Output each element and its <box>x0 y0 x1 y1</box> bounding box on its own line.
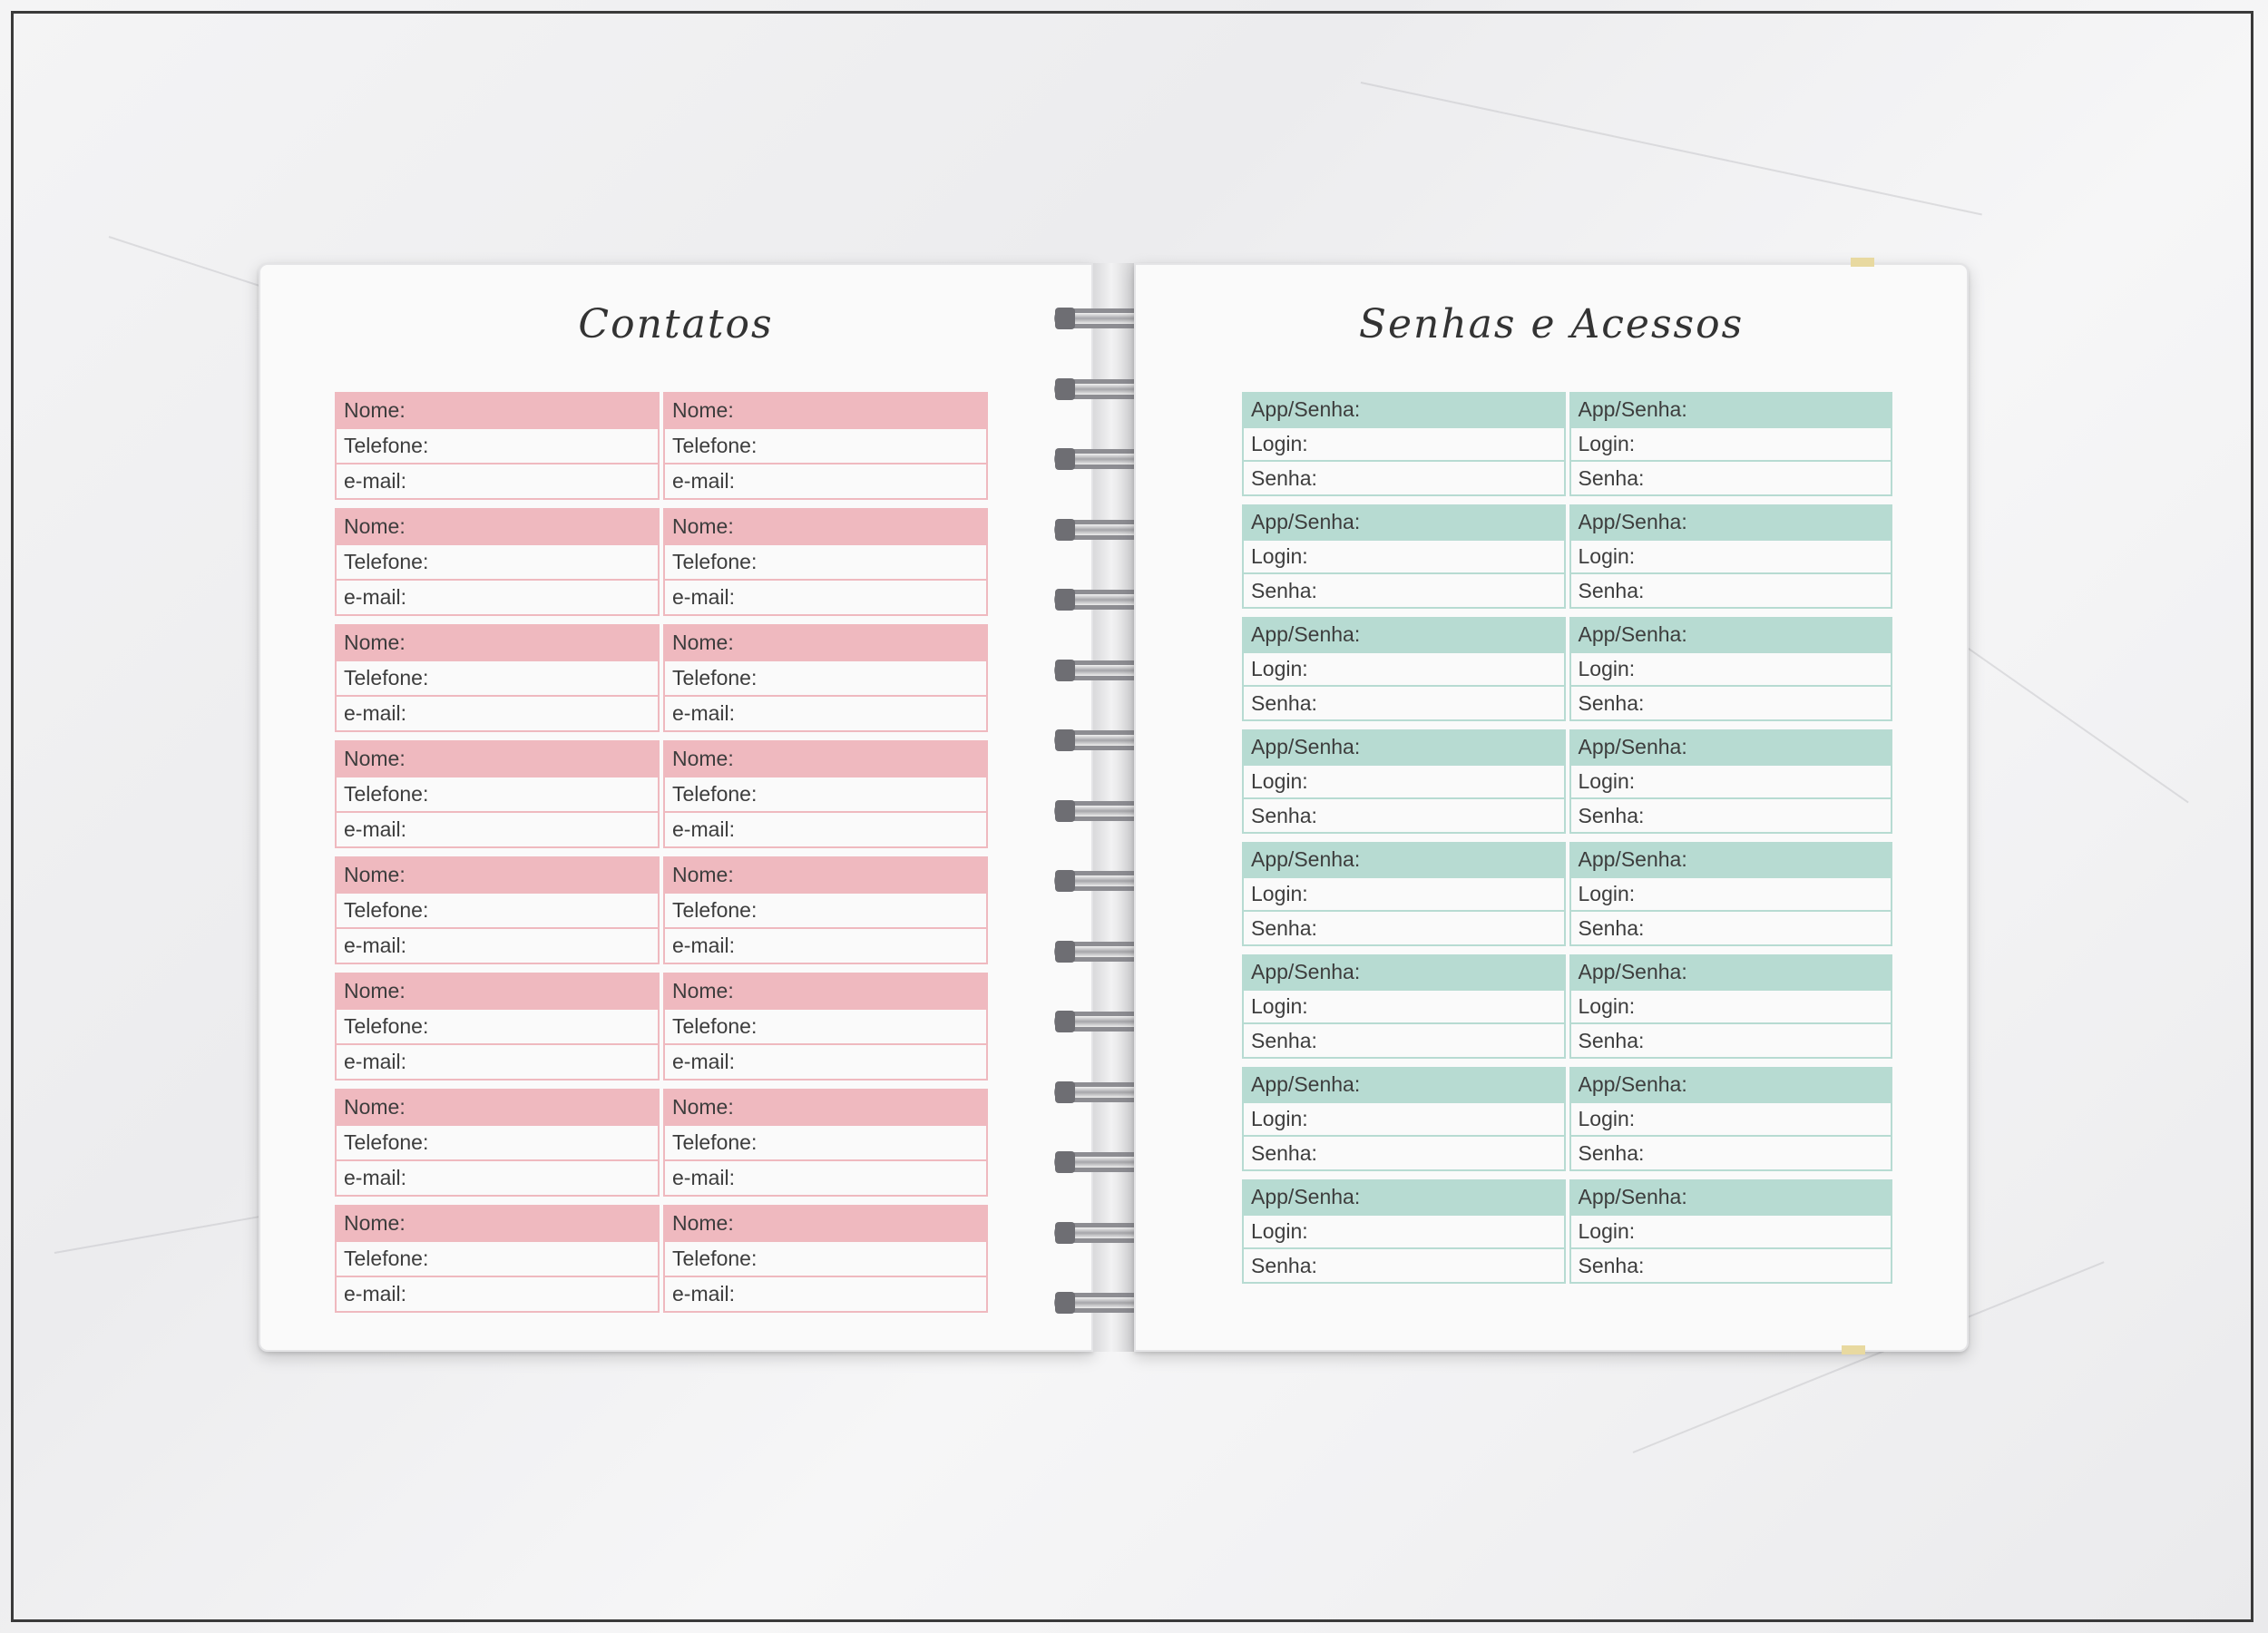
password-field[interactable]: Senha: <box>1244 797 1564 832</box>
name-field[interactable]: Nome: <box>337 626 658 660</box>
passwords-page <box>1134 263 1969 1352</box>
password-card <box>1569 617 1893 721</box>
password-card <box>1242 504 1566 609</box>
name-field[interactable]: Nome: <box>337 394 658 427</box>
password-field[interactable]: Senha: <box>1244 685 1564 719</box>
page-title: Senhas e Acessos <box>1358 301 1745 347</box>
app-field[interactable]: App/Senha: <box>1244 731 1564 764</box>
email-field[interactable]: e-mail: <box>665 579 986 614</box>
login-field[interactable]: Login: <box>1571 764 1892 798</box>
password-field[interactable]: Senha: <box>1244 1022 1564 1057</box>
email-field[interactable]: e-mail: <box>337 579 658 614</box>
password-card <box>1569 504 1893 609</box>
contact-card <box>335 973 660 1081</box>
email-field[interactable]: e-mail: <box>665 927 986 963</box>
login-field[interactable]: Login: <box>1571 1101 1892 1136</box>
password-card <box>1569 954 1893 1059</box>
name-field[interactable]: Nome: <box>665 858 986 892</box>
password-card <box>1569 729 1893 834</box>
password-field[interactable]: Senha: <box>1571 1135 1892 1169</box>
password-field[interactable]: Senha: <box>1571 572 1892 607</box>
password-card <box>1569 1067 1893 1171</box>
name-field[interactable]: Nome: <box>337 742 658 776</box>
email-field[interactable]: e-mail: <box>665 463 986 498</box>
contact-card <box>663 508 988 616</box>
app-field[interactable]: App/Senha: <box>1244 394 1564 426</box>
password-field[interactable]: Senha: <box>1244 460 1564 494</box>
contact-card <box>335 508 660 616</box>
page-title: Contatos <box>578 301 774 347</box>
name-field[interactable]: Nome: <box>665 1090 986 1124</box>
ribbon-bookmark-bottom <box>1842 1345 1865 1354</box>
name-field[interactable]: Nome: <box>337 858 658 892</box>
phone-field[interactable]: Telefone: <box>665 427 986 463</box>
app-field[interactable]: App/Senha: <box>1571 956 1892 989</box>
contact-card <box>663 1205 988 1313</box>
password-field[interactable]: Senha: <box>1571 797 1892 832</box>
password-field[interactable]: Senha: <box>1244 1247 1564 1282</box>
contact-card <box>335 740 660 848</box>
contact-card <box>663 740 988 848</box>
login-field[interactable]: Login: <box>1244 989 1564 1023</box>
name-field[interactable]: Nome: <box>665 394 986 427</box>
contact-card <box>335 856 660 964</box>
phone-field[interactable]: Telefone: <box>337 543 658 579</box>
password-card <box>1242 392 1566 496</box>
contact-card <box>335 624 660 732</box>
app-field[interactable]: App/Senha: <box>1571 394 1892 426</box>
app-field[interactable]: App/Senha: <box>1244 844 1564 876</box>
app-field[interactable]: App/Senha: <box>1244 1069 1564 1101</box>
password-field[interactable]: Senha: <box>1244 572 1564 607</box>
password-field[interactable]: Senha: <box>1244 910 1564 944</box>
name-field[interactable]: Nome: <box>665 974 986 1008</box>
password-card <box>1569 842 1893 946</box>
app-field[interactable]: App/Senha: <box>1571 731 1892 764</box>
password-card <box>1242 954 1566 1059</box>
app-field[interactable]: App/Senha: <box>1571 1069 1892 1101</box>
login-field[interactable]: Login: <box>1571 426 1892 461</box>
email-field[interactable]: e-mail: <box>665 1043 986 1079</box>
password-field[interactable]: Senha: <box>1244 1135 1564 1169</box>
app-field[interactable]: App/Senha: <box>1244 619 1564 651</box>
email-field[interactable]: e-mail: <box>665 1276 986 1311</box>
phone-field[interactable]: Telefone: <box>665 1008 986 1043</box>
contact-card <box>663 973 988 1081</box>
password-field[interactable]: Senha: <box>1571 685 1892 719</box>
login-field[interactable]: Login: <box>1571 876 1892 911</box>
phone-field[interactable]: Telefone: <box>337 1008 658 1043</box>
password-card <box>1242 1179 1566 1284</box>
phone-field[interactable]: Telefone: <box>665 543 986 579</box>
name-field[interactable]: Nome: <box>665 1207 986 1240</box>
login-field[interactable]: Login: <box>1244 764 1564 798</box>
app-field[interactable]: App/Senha: <box>1244 506 1564 539</box>
login-field[interactable]: Login: <box>1244 426 1564 461</box>
phone-field[interactable]: Telefone: <box>337 892 658 927</box>
phone-field[interactable]: Telefone: <box>337 1240 658 1276</box>
phone-field[interactable]: Telefone: <box>665 1124 986 1159</box>
password-card <box>1242 729 1566 834</box>
email-field[interactable]: e-mail: <box>337 463 658 498</box>
phone-field[interactable]: Telefone: <box>665 776 986 811</box>
contacts-grid <box>335 392 988 1313</box>
contact-card <box>335 1205 660 1313</box>
phone-field[interactable]: Telefone: <box>665 1240 986 1276</box>
name-field[interactable]: Nome: <box>337 1207 658 1240</box>
name-field[interactable]: Nome: <box>665 510 986 543</box>
app-field[interactable]: App/Senha: <box>1571 1181 1892 1214</box>
phone-field[interactable]: Telefone: <box>337 660 658 695</box>
contact-card <box>663 856 988 964</box>
app-field[interactable]: App/Senha: <box>1571 619 1892 651</box>
login-field[interactable]: Login: <box>1244 539 1564 573</box>
name-field[interactable]: Nome: <box>337 510 658 543</box>
password-card <box>1242 617 1566 721</box>
login-field[interactable]: Login: <box>1244 1214 1564 1248</box>
email-field[interactable]: e-mail: <box>665 695 986 730</box>
login-field[interactable]: Login: <box>1571 539 1892 573</box>
contact-card <box>663 624 988 732</box>
phone-field[interactable]: Telefone: <box>665 660 986 695</box>
name-field[interactable]: Nome: <box>337 1090 658 1124</box>
password-field[interactable]: Senha: <box>1571 910 1892 944</box>
login-field[interactable]: Login: <box>1571 1214 1892 1248</box>
app-field[interactable]: App/Senha: <box>1244 1181 1564 1214</box>
password-card <box>1569 392 1893 496</box>
phone-field[interactable]: Telefone: <box>337 1124 658 1159</box>
app-field[interactable]: App/Senha: <box>1244 956 1564 989</box>
phone-field[interactable]: Telefone: <box>665 892 986 927</box>
email-field[interactable]: e-mail: <box>337 1159 658 1195</box>
contact-card <box>663 1089 988 1197</box>
password-field[interactable]: Senha: <box>1571 1022 1892 1057</box>
password-card <box>1242 1067 1566 1171</box>
email-field[interactable]: e-mail: <box>337 695 658 730</box>
login-field[interactable]: Login: <box>1244 1101 1564 1136</box>
phone-field[interactable]: Telefone: <box>337 427 658 463</box>
app-field[interactable]: App/Senha: <box>1571 506 1892 539</box>
login-field[interactable]: Login: <box>1244 651 1564 686</box>
app-field[interactable]: App/Senha: <box>1571 844 1892 876</box>
email-field[interactable]: e-mail: <box>665 1159 986 1195</box>
contact-card <box>335 1089 660 1197</box>
contact-card <box>335 392 660 500</box>
name-field[interactable]: Nome: <box>665 626 986 660</box>
ribbon-bookmark-top <box>1851 258 1874 267</box>
passwords-grid <box>1242 392 1892 1284</box>
name-field[interactable]: Nome: <box>337 974 658 1008</box>
login-field[interactable]: Login: <box>1571 651 1892 686</box>
email-field[interactable]: e-mail: <box>337 1276 658 1311</box>
contact-card <box>663 392 988 500</box>
contacts-page <box>259 263 1093 1352</box>
email-field[interactable]: e-mail: <box>337 1043 658 1079</box>
password-field[interactable]: Senha: <box>1571 1247 1892 1282</box>
password-field[interactable]: Senha: <box>1571 460 1892 494</box>
password-card <box>1242 842 1566 946</box>
name-field[interactable]: Nome: <box>665 742 986 776</box>
password-card <box>1569 1179 1893 1284</box>
phone-field[interactable]: Telefone: <box>337 776 658 811</box>
login-field[interactable]: Login: <box>1571 989 1892 1023</box>
email-field[interactable]: e-mail: <box>665 811 986 846</box>
email-field[interactable]: e-mail: <box>337 811 658 846</box>
login-field[interactable]: Login: <box>1244 876 1564 911</box>
email-field[interactable]: e-mail: <box>337 927 658 963</box>
